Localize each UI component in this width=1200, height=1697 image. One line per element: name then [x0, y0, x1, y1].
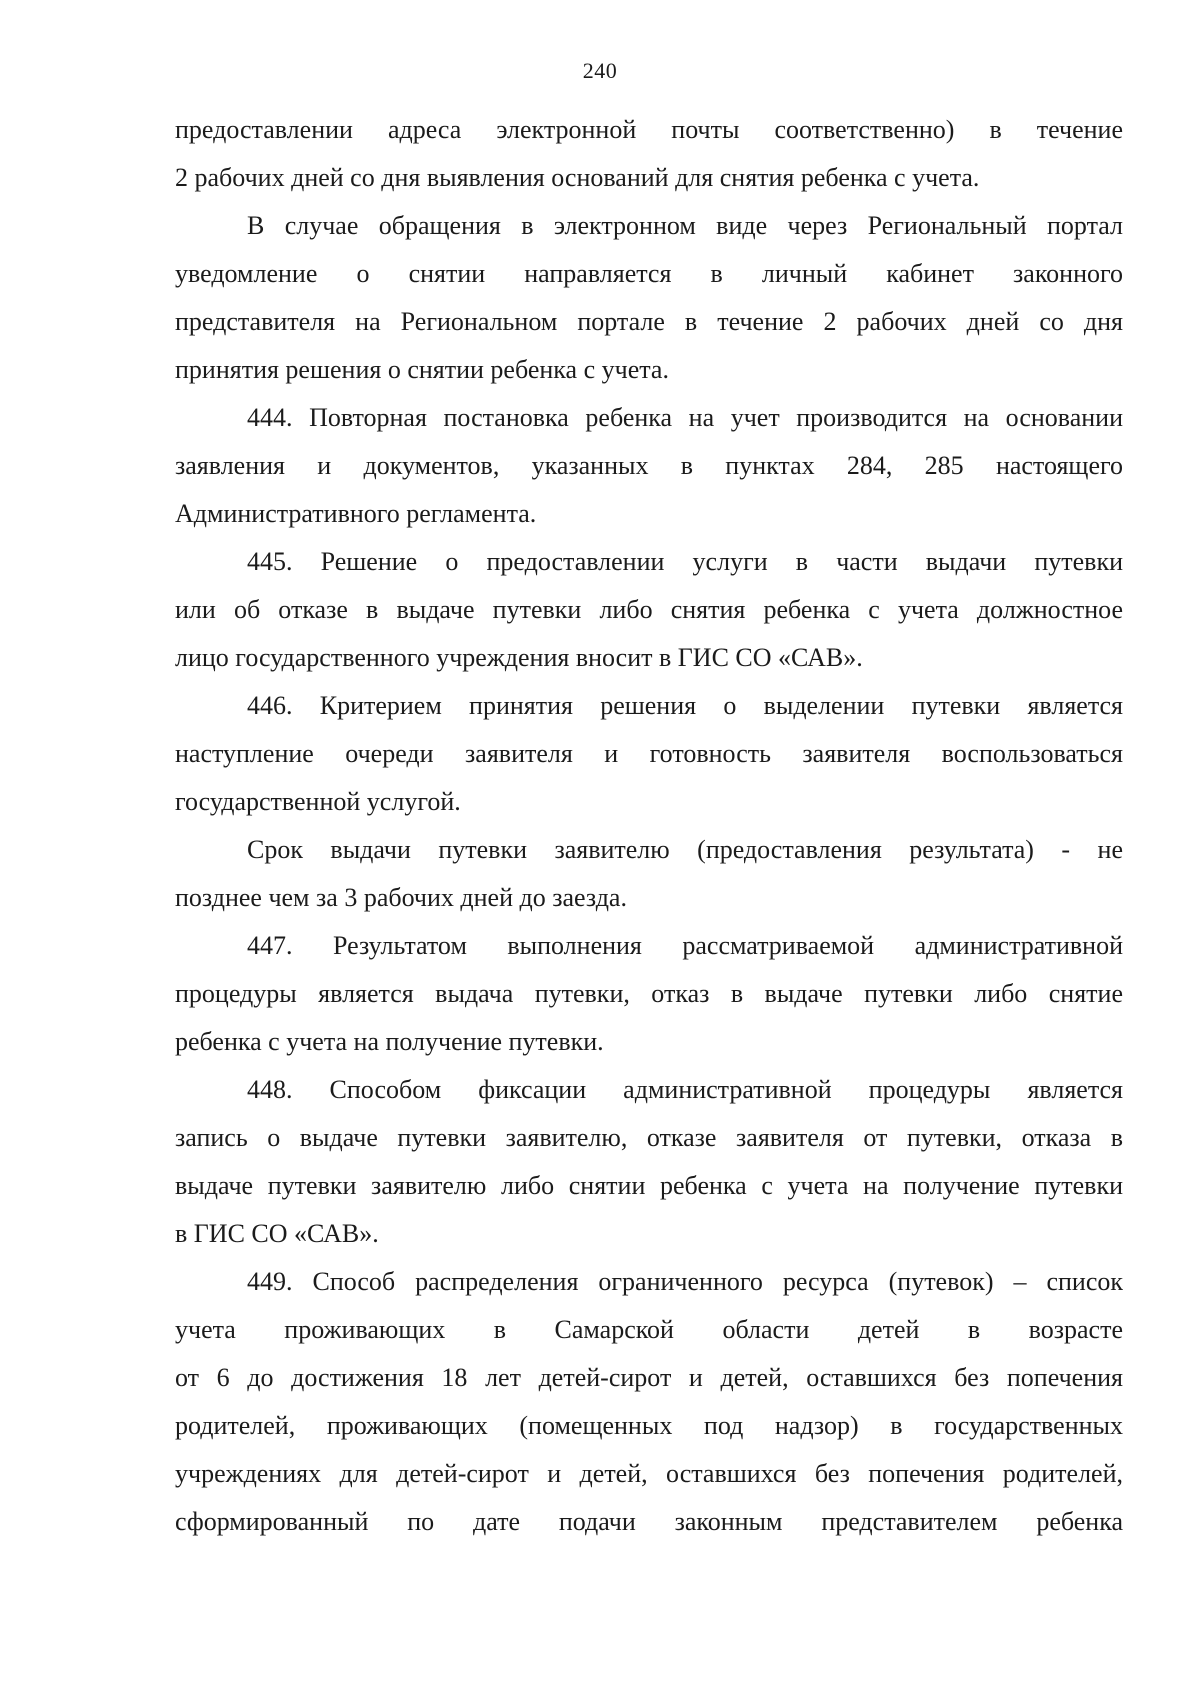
text-line: сформированный по дате подачи законным представителем ребенка [175, 1507, 1123, 1536]
text-line: лицо государственного учреждения вносит в ГИС СО «САВ». [175, 643, 863, 672]
text-line: 444. Повторная постановка ребенка на учет производится на основании [247, 403, 1123, 432]
text-line: Срок выдачи путевки заявителю (предоставления результата) - не [247, 835, 1123, 864]
text-line: ребенка с учета на получение путевки. [175, 1027, 604, 1056]
text-line: от 6 до достижения 18 лет детей-сирот и детей, оставшихся без попечения [175, 1363, 1123, 1392]
text-line: позднее чем за 3 рабочих дней до заезда. [175, 883, 627, 912]
paragraph-446 [175, 682, 1123, 826]
paragraph-449 [175, 1258, 1123, 1546]
text-line: родителей, проживающих (помещенных под надзор) в государственных [175, 1411, 1123, 1440]
text-line: В случае обращения в электронном виде через Региональный портал [247, 211, 1123, 240]
document-body [175, 106, 1123, 1546]
text-line: 445. Решение о предоставлении услуги в части выдачи путевки [247, 547, 1123, 576]
text-line: запись о выдаче путевки заявителю, отказе заявителя от путевки, отказа в [175, 1123, 1123, 1152]
text-line: в ГИС СО «САВ». [175, 1219, 379, 1248]
text-line: Административного регламента. [175, 499, 537, 528]
text-line: выдаче путевки заявителю либо снятии ребенка с учета на получение путевки [175, 1171, 1123, 1200]
text-line: заявления и документов, указанных в пунктах 284, 285 настоящего [175, 451, 1123, 480]
text-line: 447. Результатом выполнения рассматриваемой административной [247, 931, 1123, 960]
paragraph [175, 202, 1123, 394]
text-line: уведомление о снятии направляется в личный кабинет законного [175, 259, 1123, 288]
text-line: учреждениях для детей-сирот и детей, оставшихся без попечения родителей, [175, 1459, 1123, 1488]
text-line: представителя на Региональном портале в течение 2 рабочих дней со дня [175, 307, 1123, 336]
text-line: 448. Способом фиксации административной процедуры является [247, 1075, 1123, 1104]
text-line: государственной услугой. [175, 787, 461, 816]
paragraph-444 [175, 394, 1123, 538]
text-line: или об отказе в выдаче путевки либо снятия ребенка с учета должностное [175, 595, 1123, 624]
text-line: 446. Критерием принятия решения о выделении путевки является [247, 691, 1123, 720]
text-line: учета проживающих в Самарской области детей в возрасте [175, 1315, 1123, 1344]
text-line: 449. Способ распределения ограниченного ресурса (путевок) – список [247, 1267, 1123, 1296]
text-line: принятия решения о снятии ребенка с учета. [175, 355, 669, 384]
text-line: наступление очереди заявителя и готовность заявителя воспользоваться [175, 739, 1123, 768]
text-line: процедуры является выдача путевки, отказ в выдаче путевки либо снятие [175, 979, 1123, 1008]
paragraph-445 [175, 538, 1123, 682]
paragraph-447 [175, 922, 1123, 1066]
text-line: 2 рабочих дней со дня выявления оснований для снятия ребенка с учета. [175, 163, 980, 192]
page-number: 240 [582, 58, 618, 83]
paragraph [175, 826, 1123, 922]
paragraph [175, 106, 1123, 202]
paragraph-448 [175, 1066, 1123, 1258]
text-line: предоставлении адреса электронной почты соответственно) в течение [175, 115, 1123, 144]
